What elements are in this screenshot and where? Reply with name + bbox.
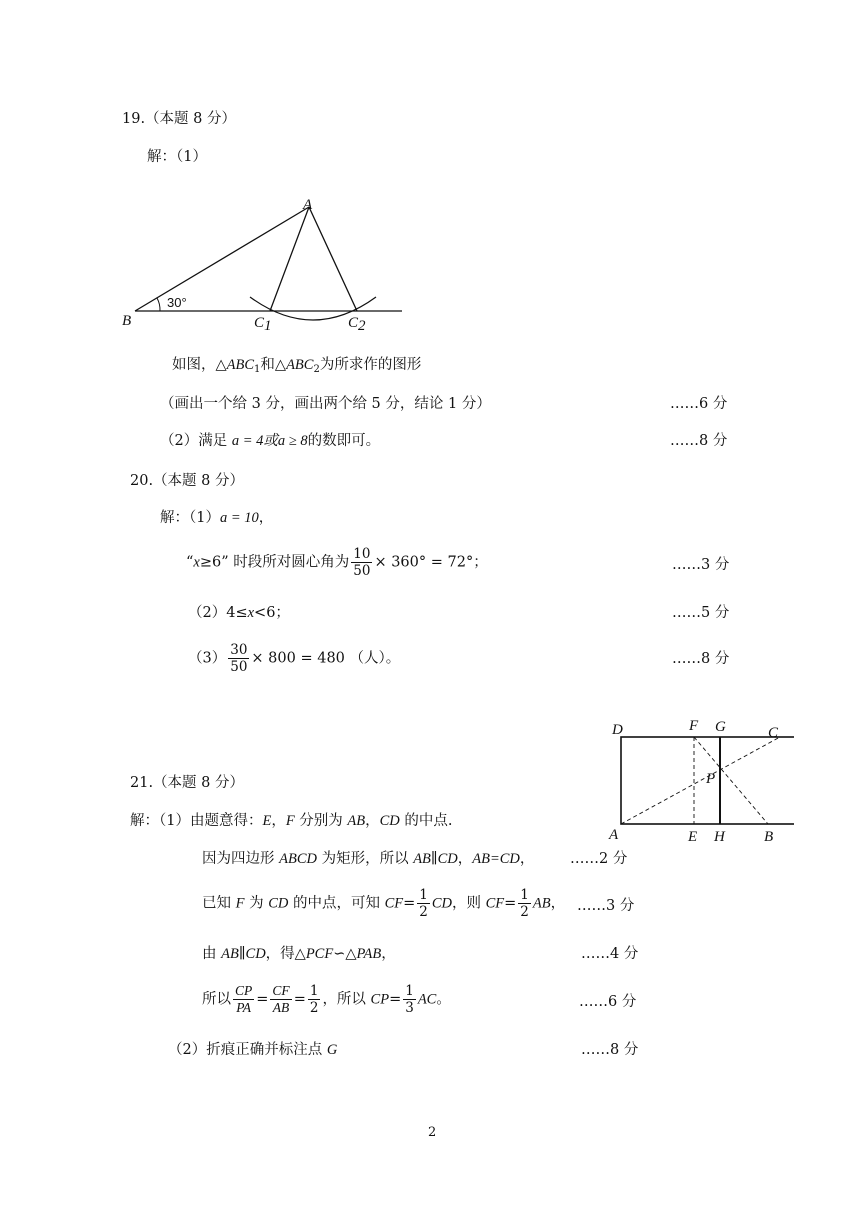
- q19-description: 如图，$\triangle ABC_1$和$\triangle ABC_2$为所求作的图形: [172, 357, 422, 375]
- q21-fraction-cp-pa: $\frac{CP}{PA}$: [235, 983, 253, 1016]
- fig19-label-c1: C1: [254, 315, 272, 334]
- q21-fraction-1-2: $\frac{1}{2}$: [309, 983, 319, 1017]
- q21-part2-points: ……8 分: [581, 1042, 639, 1058]
- q21-rectangle-figure: [604, 715, 794, 845]
- page-number: 2: [428, 1125, 437, 1140]
- q19-triangle-figure: [110, 195, 420, 335]
- fig21-label-g: G: [715, 719, 726, 735]
- fig21-label-c: C: [768, 725, 779, 741]
- q21-line3: 已知 F 为 CD 的中点，可知 CF= $\frac{1}{2}$ CD，则 CF= $\frac{1}{2}$ AB，: [202, 887, 566, 921]
- q21-header: 21.（本题 8 分）: [130, 775, 245, 791]
- fig19-angle-label: 30°: [167, 295, 187, 310]
- q20-line4-points: ……8 分: [672, 651, 730, 667]
- fig21-label-b: B: [764, 829, 774, 845]
- q19-note-points: ……6 分: [670, 396, 728, 412]
- fig21-label-d: D: [612, 722, 623, 738]
- q21-line1: 解：（1）由题意得：E，F 分别为 AB，CD 的中点.: [130, 813, 453, 829]
- q21-fraction-half-2: $\frac{1}{2}$: [520, 887, 529, 921]
- q20-line1: 解：（1）a = 10，: [160, 510, 274, 526]
- fig21-label-f: F: [689, 718, 699, 734]
- q19-header: 19.（本题 8 分）: [122, 111, 237, 127]
- q21-line5-points: ……6 分: [579, 994, 637, 1010]
- q21-line5: 所以 $\frac{CP}{PA}$ = $\frac{CF}{AB}$ = $\frac{1}{2}$ ，所以 CP= $\frac{1}{3}$ AC。: [202, 983, 451, 1017]
- q21-line3-points: ……3 分: [577, 898, 635, 914]
- q19-part2: （2）满足 a = 4或a ≥ 8的数即可。: [160, 433, 381, 449]
- q20-line3-points: ……5 分: [672, 605, 730, 621]
- fig21-label-p: P: [706, 771, 716, 787]
- q20-line3: （2）4≤x<6；: [188, 605, 290, 621]
- fig19-label-b: B: [122, 313, 132, 329]
- q21-line4: 由 AB∥CD，得△PCF∽△PAB，: [202, 946, 396, 962]
- fig21-label-a: A: [609, 827, 619, 843]
- fig21-label-e: E: [688, 829, 698, 845]
- q21-line2-points: ……2 分: [570, 851, 628, 867]
- q21-fraction-1-3: $\frac{1}{3}$: [405, 983, 414, 1017]
- q21-fraction-half-1: $\frac{1}{2}$: [419, 887, 428, 921]
- q20-header: 20.（本题 8 分）: [130, 473, 245, 489]
- q20-line2-points: ……3 分: [672, 557, 730, 573]
- q19-solution-label: 解：（1）: [147, 149, 207, 165]
- q21-line4-points: ……4 分: [581, 946, 639, 962]
- fig19-label-c2: C2: [348, 315, 366, 334]
- q21-part2: （2）折痕正确并标注点 G: [168, 1042, 338, 1058]
- fig21-label-h: H: [714, 829, 725, 845]
- q20-fraction-30-50: $\frac{30}{50}$: [230, 642, 248, 676]
- q21-line2: 因为四边形 ABCD 为矩形，所以 AB∥CD，AB=CD，: [202, 851, 535, 867]
- q20-line4: （3） $\frac{30}{50}$ × 800 = 480 （人）。: [188, 642, 401, 676]
- q19-scoring-note: （画出一个给 3 分，画出两个给 5 分，结论 1 分）: [160, 396, 491, 412]
- fig19-label-a: A: [303, 197, 313, 213]
- q20-line2: “x≥6” 时段所对圆心角为 $\frac{10}{50}$ × 360° = 72°；: [186, 546, 488, 580]
- q21-fraction-cf-ab: $\frac{CF}{AB}$: [272, 983, 290, 1016]
- q20-fraction-10-50: $\frac{10}{50}$: [353, 546, 371, 580]
- q19-part2-points: ……8 分: [670, 433, 728, 449]
